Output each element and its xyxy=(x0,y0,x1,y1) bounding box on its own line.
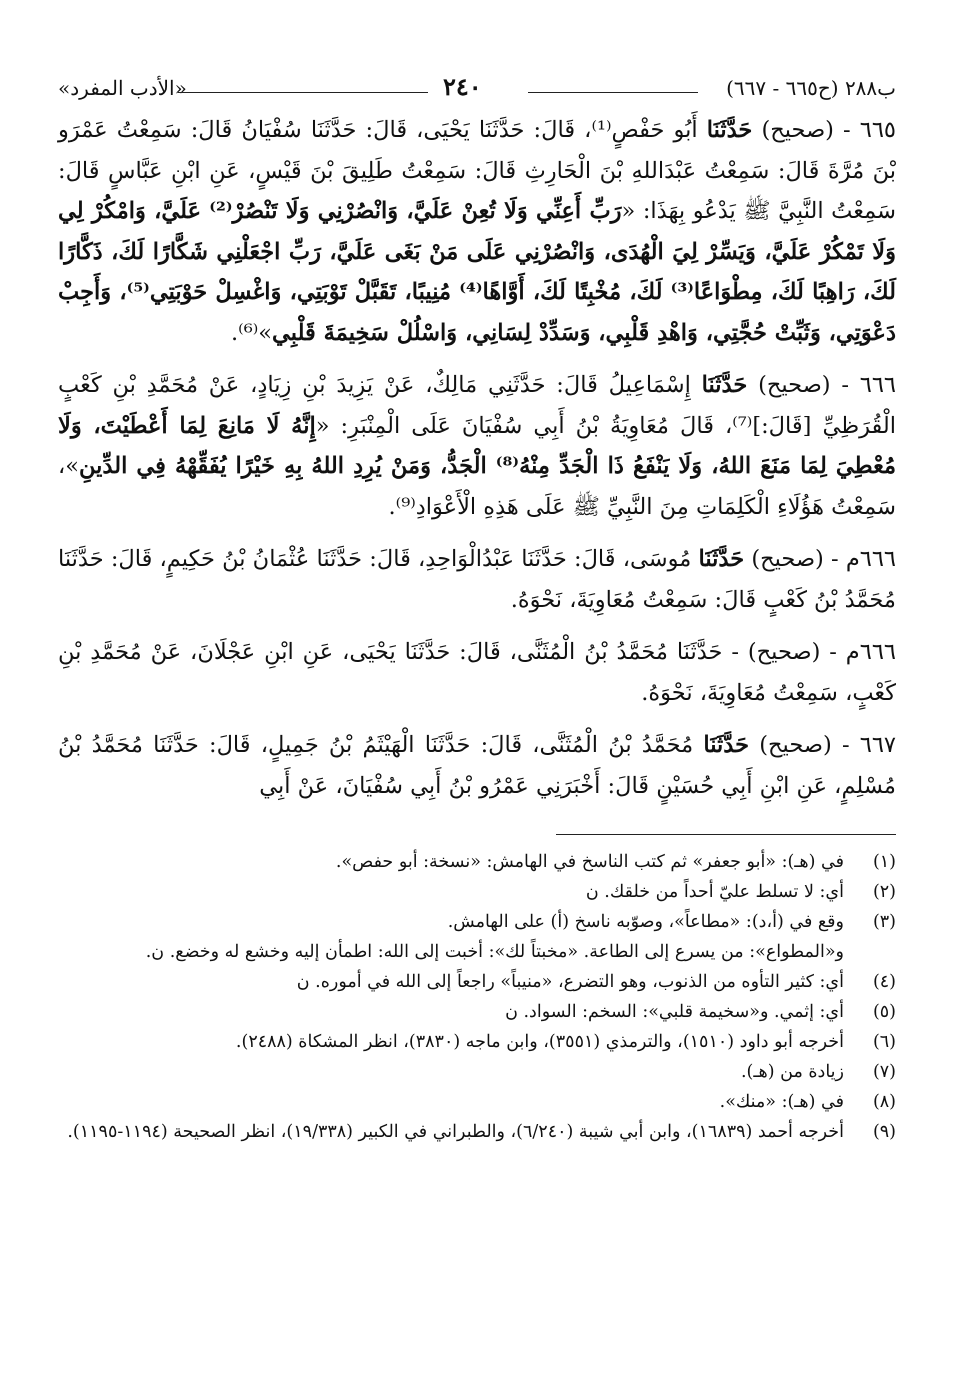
hadith-grade: (صحيح) xyxy=(759,732,832,758)
book-title: «الأدب المفرد» xyxy=(58,76,187,100)
footnote-number: (٨) xyxy=(872,1092,896,1112)
hadith-entry xyxy=(58,365,896,527)
hadith-entry xyxy=(58,110,896,353)
hadith-lead: حَدَّثَنَا xyxy=(706,117,753,143)
hadith-chain: مُوسَى، قَالَ: حَدَّثَنَا عَبْدُالْوَاحِدِ، قَالَ: حَدَّثَنَا عُثْمَانُ بْنُ حَكِيمٍ، قَالَ: حَدَّثَنَا مُحَمَّدُ بْنُ كَعْبٍ قَالَ: سَمِعْتُ مُعَاوِيَةَ، نَحْوَهُ. xyxy=(58,546,896,613)
hadith-number: ٦٦٦ - xyxy=(841,372,897,398)
footnote-text: أي: كثير التأوه من الذنوب، وهو التضرع، «منيباً» راجعاً إلى الله في أموره. ن xyxy=(296,972,844,992)
hadith-grade: (صحيح) xyxy=(751,546,824,572)
footnote-number: (١) xyxy=(872,852,896,872)
footnote-separator xyxy=(556,834,896,835)
header-rule-left xyxy=(178,92,428,93)
footnote-number: (٢) xyxy=(872,882,896,902)
hadith-grade: (صحيح) xyxy=(761,117,834,143)
hadith-matn: إِنَّهُ لَا مَانِعَ لِمَا أَعْطَيْتَ، وَلَا مُعْطِيَ لِمَا مَنَعَ اللهُ، وَلَا يَنْفَعُ ذَا الْجَدِّ مِنْهُ⁽⁸⁾ الْجَدُّ، وَمَنْ يُرِدِ اللهُ بِهِ خَيْرًا يُفَقِّهْهُ فِي الدِّينِ xyxy=(58,412,896,479)
hadith-grade: (صحيح) xyxy=(758,372,831,398)
book-page xyxy=(58,70,896,1147)
chapter-range: ب٢٨٨ (ح٦٦٥ - ٦٦٧) xyxy=(726,76,896,100)
hadith-number: ٦٦٥ - xyxy=(843,117,897,143)
footnote xyxy=(58,907,896,937)
footnote xyxy=(58,967,896,997)
footnote xyxy=(58,1027,896,1057)
hadith-chain: أَبُو حَفْصٍ⁽¹⁾، قَالَ: حَدَّثَنَا يَحْيَى، قَالَ: حَدَّثَنَا سُفْيَانُ قَالَ: سَمِعْتُ عَمْرَو بْنَ مُرَّةَ قَالَ: سَمِعْتُ عَبْدَاللهِ بْنَ الْحَارِثِ قَالَ: سَمِعْتُ طَلِيقَ بْنَ قَيْسٍ، عَنِ ابْنِ عَبَّاسٍ قَالَ: سَمِعْتُ النَّبِيَّ ﷺ يَدْعُو بِهَذَا: « xyxy=(58,117,896,224)
hadith-chain: حَدَّثَنَا مُحَمَّدُ بْنُ الْمُثَنَّى، قَالَ: حَدَّثَنَا يَحْيَى، عَنِ ابْنِ عَجْلَانَ، عَنْ مُحَمَّدِ بْنِ كَعْبٍ، سَمِعْتُ مُعَاوِيَةَ، نَحْوَهُ. xyxy=(58,639,896,706)
footnote-continuation xyxy=(58,937,896,967)
page-number: ٢٤٠ xyxy=(443,72,482,101)
header-rule-right xyxy=(528,92,698,93)
footnote xyxy=(58,877,896,907)
hadith-tail: »⁽⁶⁾. xyxy=(231,319,273,346)
footnotes xyxy=(58,847,896,1147)
footnote-number: (٥) xyxy=(872,1002,896,1022)
hadith-chain: مُحَمَّدُ بْنُ الْمُثَنَّى، قَالَ: حَدَّثَنَا الْهَيْثَمُ بْنُ جَمِيلٍ، قَالَ: حَدَّثَنَا مُحَمَّدُ بْنُ مُسْلِمٍ، عَنِ ابْنِ أَبِي حُسَيْنٍ قَالَ: أَخْبَرَنِي عَمْرُو بْنُ أَبِي سُفْيَانَ، عَنْ أَبِي xyxy=(58,732,896,799)
footnote xyxy=(58,847,896,877)
hadith-list xyxy=(58,110,896,806)
footnote-number: (٩) xyxy=(872,1122,896,1142)
hadith-lead: حَدَّثَنَا xyxy=(703,732,750,758)
footnote-text: وقع في (أ،د): «مطاعاً»، وصوّبه ناسخ (أ) على الهامش. xyxy=(447,912,844,932)
footnote-number: (٣) xyxy=(872,912,896,932)
footnote-text: زيادة من (هـ). xyxy=(740,1062,844,1082)
footnote-number: (٦) xyxy=(872,1032,896,1052)
footnote-text: في (هـ): «منك». xyxy=(719,1092,844,1112)
footnote-text: أي: لا تسلط عليّ أحداً من خلقك. ن xyxy=(585,882,844,902)
footnote-text: أي: إثمي. و«سخيمة قلبي»: السخم: السواد. ن xyxy=(505,1002,844,1022)
footnote-text: أخرجه أبو داود (١٥١٠)، والترمذي (٣٥٥١)، وابن ماجه (٣٨٣٠)، انظر المشكاة (٢٤٨٨). xyxy=(235,1032,844,1052)
footnote-text: في (هـ): «أبو جعفر» ثم كتب الناسخ في الهامش: «نسخة: أبو حفص». xyxy=(335,852,844,872)
hadith-entry xyxy=(58,725,896,806)
hadith-lead: حَدَّثَنَا xyxy=(698,546,745,572)
hadith-entry xyxy=(58,539,896,620)
hadith-chain: إِسْمَاعِيلُ قَالَ: حَدَّثَنِي مَالِكٌ، عَنْ يَزِيدَ بْنِ زِيَادٍ، عَنْ مُحَمَّدِ بْنِ كَعْبٍ الْقُرَظِيِّ [قَالَ:]⁽⁷⁾، قَالَ مُعَاوِيَةُ بْنُ أَبِي سُفْيَانَ عَلَى الْمِنْبَرِ: « xyxy=(58,372,897,439)
hadith-grade: (صحيح) - xyxy=(731,639,821,665)
hadith-lead: حَدَّثَنَا xyxy=(701,372,748,398)
footnote-number: (٤) xyxy=(872,972,896,992)
footnote-text: و«المطواع»: من يسرع إلى الطاعة. «مخبتاً لك»: أخبت إلى الله: اطمأن إليه وخشع له وخضع. ن. xyxy=(145,942,844,962)
footnote xyxy=(58,1087,896,1117)
footnote-number: (٧) xyxy=(872,1062,896,1082)
hadith-number: ٦٦٦م - xyxy=(829,639,896,665)
hadith-number: ٦٦٧ - xyxy=(841,732,897,758)
page-header xyxy=(58,70,896,110)
footnote-number xyxy=(844,937,896,967)
hadith-number: ٦٦٦م - xyxy=(831,546,897,572)
footnote-text: أخرجه أحمد (١٦٨٣٩)، وابن أبي شيبة (٦/٢٤٠)، والطبراني في الكبير (١٩/٣٣٨)، انظر الصحيحة (١١٩٤-١١٩٥). xyxy=(67,1122,844,1142)
footnote xyxy=(58,997,896,1027)
hadith-tail: »، سَمِعْتُ هَؤُلَاءِ الْكَلِمَاتِ مِنَ النَّبِيِّ ﷺ عَلَى هَذِهِ الْأَعْوَادِ⁽⁹⁾. xyxy=(58,453,896,520)
hadith-entry xyxy=(58,632,896,713)
hadith-matn: رَبِّ أَعِنِّي وَلَا تُعِنْ عَلَيَّ، وَانْصُرْنِي وَلَا تَنْصُرْ⁽²⁾ عَلَيَّ، وَامْكُرْ لِي وَلَا تَمْكُرْ عَلَيَّ، وَيَسِّرْ لِيَ الْهُدَى، وَانْصُرْنِي عَلَى مَنْ بَغَى عَلَيَّ، رَبِّ اجْعَلْنِي شَكَّارًا لَكَ، ذَكَّارًا لَكَ، رَاهِبًا لَكَ، مِطْوَاعًا⁽³⁾ لَكَ، مُخْبِتًا لَكَ، أَوَّاهًا⁽⁴⁾ مُنِيبًا، تَقَبَّلْ تَوْبَتِي، وَاغْسِلْ حَوْبَتِي⁽⁵⁾، وَأَجِبْ دَعْوَتِي، وَثَبِّتْ حُجَّتِي، وَاهْدِ قَلْبِي، وَسَدِّدْ لِسَانِي، وَاسْلُلْ سَخِيمَةَ قَلْبِي xyxy=(58,198,897,346)
footnote xyxy=(58,1057,896,1087)
footnote xyxy=(58,1117,896,1147)
